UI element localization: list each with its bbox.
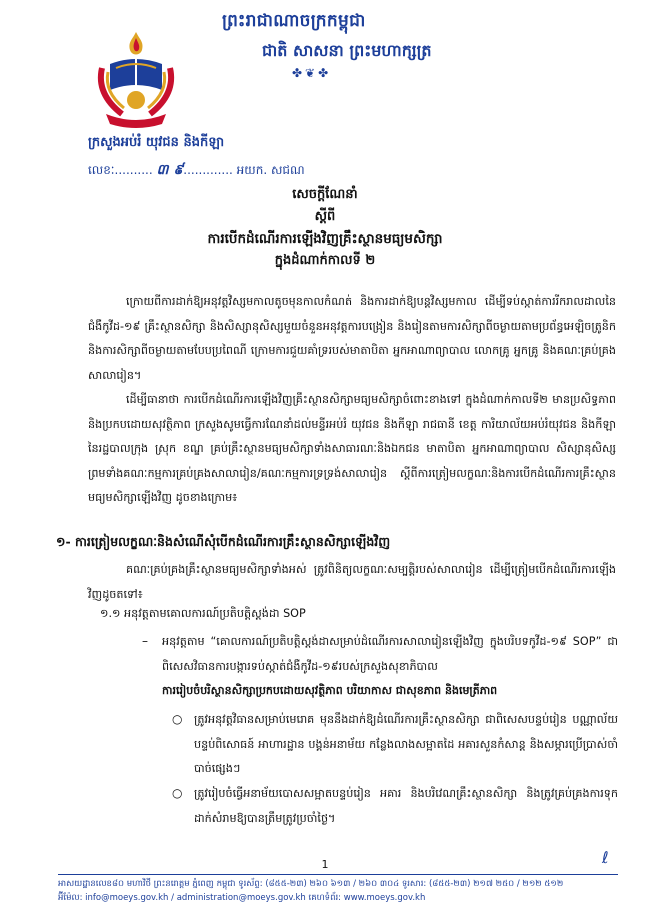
reference-handwritten-number: ៣ ៩: [156, 162, 184, 178]
ministry-name: ក្រសួងអប់រំ យុវជន និងកីឡា: [88, 135, 225, 150]
circle-bullet-icon: ○: [172, 786, 183, 800]
document-subject-title: ការបើកដំណើរការឡើងវិញគ្រឹះស្ថានមធ្យមសិក្សា: [207, 231, 443, 247]
reference-filler: ..........: [114, 163, 153, 177]
circle-bullet-icon: ○: [172, 712, 183, 726]
ministry-emblem-logo: [92, 28, 180, 130]
section-1-paragraph: គណៈគ្រប់គ្រងគ្រឹះស្ថានមធ្យមសិក្សាទាំងអស់ ត្រូវពិនិត្យលក្ខណៈសម្បត្តិរបស់សាលារៀន ដើម្បីត្រៀមបើកដំណើរការឡើងវិញដូចតទៅ៖: [88, 563, 616, 601]
reference-number: [88, 160, 305, 181]
sop-item-paragraph: អនុវត្តតាម “គោលការណ៍ប្រតិបត្តិស្តង់ដាសម្រាប់ដំណើរការសាលារៀនឡើងវិញ ក្នុងបរិបទកូវីដ-១៩ SOP” ជាពិសេសវិធានការបង្ការទប់ស្កាត់ជំងឺកូវីដ-១៩របស់ក្រសួងសុខាភិបាល: [162, 635, 618, 673]
document-type-title: សេចក្តីណែនាំ: [292, 187, 358, 202]
document-phase-title: ក្នុងដំណាក់កាលទី ២: [274, 253, 376, 268]
reference-suffix: អយក. សជណ: [236, 163, 305, 177]
reference-prefix: លេខៈ: [88, 163, 115, 177]
footer-divider: [58, 874, 618, 875]
page-number: 1: [321, 858, 329, 871]
environment-subheading: ការរៀបចំបរិស្ថានសិក្សាប្រកបដោយសុវត្ថិភាព បរិយាកាស ជាសុខភាព និងមេត្រីភាព: [162, 684, 498, 697]
reference-filler-2: .............: [183, 163, 233, 177]
emblem-flame-icon: [129, 32, 142, 55]
kingdom-heading: ព្រះរាជាណាចក្រកម្ពុជា: [222, 11, 366, 31]
national-motto: ជាតិ សាសនា ព្រះមហាក្សត្រ: [262, 41, 432, 60]
emblem-book-icon: [110, 58, 162, 90]
initial-signature-mark: ℓ: [602, 848, 609, 867]
subsection-1-1-heading: ១.១ អនុវត្តតាមគោលការណ៍ប្រតិបត្តិស្តង់ដា SOP: [100, 607, 306, 620]
ornament-divider: ✤❦✤: [292, 66, 332, 80]
purpose-paragraph: ដើម្បីធានាថា ការបើកដំណើរការឡើងវិញគ្រឹះស្ថានសិក្សាមធ្យមសិក្សាចំពោះខាងទៅ ក្នុងដំណាក់កាលទី២ មានប្រសិទ្ធភាព និងប្រកបដោយសុវត្ថិភាព ក្រសួងសូមធ្វើការណែនាំដល់មន្ទីរអប់រំ យុវជន និងកីឡា រាជធានី ខេត្ត ការិយាល័យអប់រំយុវជន និងកីឡានៃរដ្ឋបាលក្រុង ស្រុក ខណ្ឌ គ្រប់គ្រឹះស្ថានមធ្យមសិក្សាទាំងសាធារណៈនិងឯកជន មាតាបិតា អ្នកអាណាព្យាបាល សិស្សានុសិស្ស ព្រមទាំងគណៈកម្មការគ្រប់គ្រងសាលារៀន/គណៈកម្មការទ្រទ្រង់សាលារៀន ស្តីពីការត្រៀមលក្ខណៈនិងការបើកដំណើរការគ្រឹះស្ថានមធ្យមសិក្សាឡើងវិញ ដូចខាងក្រោម៖: [88, 393, 616, 504]
cleaning-item: ត្រូវរៀបចំធ្វើអនាម័យបោសសម្អាតបន្ទប់រៀន អគារ និងបរិវេណគ្រឹះស្ថានសិក្សា និងត្រូវគ្រប់គ្រងការទុកដាក់សំរាមឱ្យបានត្រឹមត្រូវប្រចាំថ្ងៃ។: [194, 787, 618, 825]
dash-bullet: –: [142, 634, 148, 648]
footer-address: អាសយដ្ឋានលេខ៨០ មហាវិថី ព្រះនរោត្តម ភ្នំពេញ កម្ពុជា ទូរស័ព្ទ: (៨៥៥-២៣) ២៦០ ៦១៣ / ២៦០ ៣០៤ ទូរសារ: (៨៥៥-២៣) ២១៧ ២៥០ / ២១២ ៥១២: [58, 879, 564, 889]
footer-contact: អ៊ីម៉ែល: info@moeys.gov.kh / administration@moeys.gov.kh គេហទំព័រ: www.moeys.gov.kh: [58, 893, 426, 903]
section-1-heading: ១- ការត្រៀមលក្ខណៈនិងសំណើសុំបើកដំណើរការគ្រឹះស្ថានសិក្សាឡើងវិញ: [56, 534, 391, 549]
disinfection-item: ត្រូវអនុវត្តវិធានសម្រាប់មេរោគ មុននឹងដាក់ឱ្យដំណើរការគ្រឹះស្ថានសិក្សា ជាពិសេសបន្ទប់រៀន បណ្ណាល័យ បន្ទប់ពិសោធន៍ អាហារដ្ឋាន បង្គន់អនាម័យ កន្លែងលាងសម្អាតដៃ អគារសួនកំសាន្ត និងសម្ភារប្រើប្រាស់ចាំបាច់ផ្សេងៗ: [194, 713, 618, 775]
document-subject-label: ស្តីពី: [314, 209, 336, 224]
intro-paragraph: ក្រោយពីការដាក់ឱ្យអនុវត្តវិស្សមកាលតូចមុនកាលកំណត់ និងការដាក់ឱ្យបន្តវិស្សមកាល ដើម្បីទប់ស្កាត់ការរីករាលដាលនៃជំងឺកូវីដ-១៩ គ្រឹះស្ថានសិក្សា និងសិស្សានុសិស្សមួយចំនួនអនុវត្តការបង្រៀន និងរៀនតាមការសិក្សាពីចម្ងាយតាមប្រព័ន្ធអេឡិចត្រូនិក និងការសិក្សាពីចម្ងាយតាមបែបប្រពៃណី ក្រោមការជួយគាំទ្ររបស់មាតាបិតា អ្នកអាណាព្យាបាល លោកគ្រូ អ្នកគ្រូ និងគណៈគ្រប់គ្រងសាលារៀន។: [88, 295, 616, 382]
